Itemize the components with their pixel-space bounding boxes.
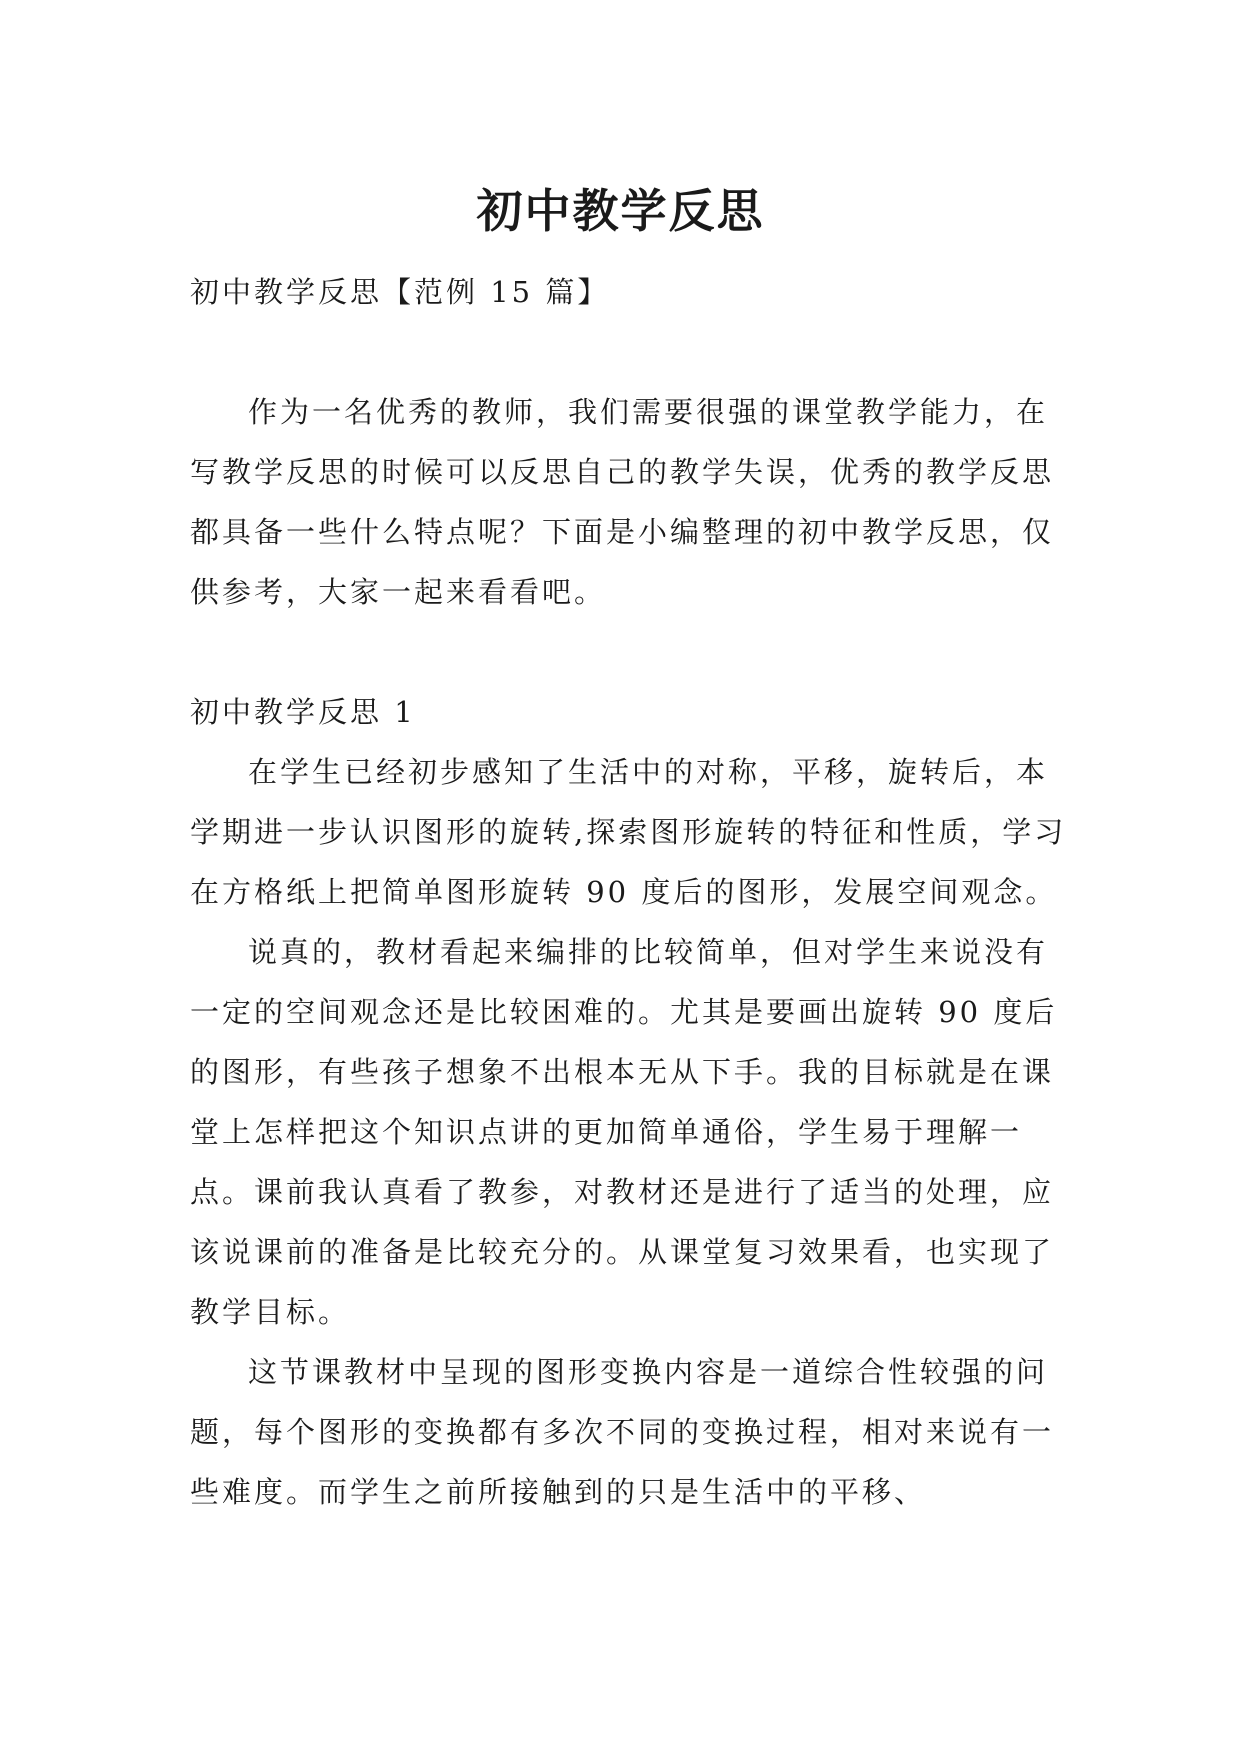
body-paragraph: 这节课教材中呈现的图形变换内容是一道综合性较强的问题，每个图形的变换都有多次不同的变换过程，相对来说有一些难度。而学生之前所接触到的只是生活中的平移、 (190, 1355, 1055, 1509)
body-paragraph: 说真的，教材看起来编排的比较简单，但对学生来说没有一定的空间观念还是比较困难的。尤其是要画出旋转 90 度后的图形，有些孩子想象不出根本无从下手。我的目标就是在课堂上怎样把这个知识点讲的更加简单通俗，学生易于理解一点。课前我认真看了教参，对教材还是进行了适当的处理，应该说课前的准备是比较充分的。从课堂复习效果看，也实现了教学目标。 (190, 935, 1058, 1329)
document-subtitle: 初中教学反思【范例 15 篇】 (190, 275, 610, 309)
section-heading: 初中教学反思 1 (190, 695, 416, 729)
body-paragraph: 在学生已经初步感知了生活中的对称，平移，旋转后，本学期进一步认识图形的旋转,探索图形旋转的特征和性质，学习在方格纸上把简单图形旋转 90 度后的图形，发展空间观念。 (190, 755, 1067, 909)
document-body (190, 262, 1070, 1522)
document-title: 初中教学反思 (476, 183, 765, 238)
intro-paragraph: 作为一名优秀的教师，我们需要很强的课堂教学能力，在写教学反思的时候可以反思自己的教学失误，优秀的教学反思都具备一些什么特点呢？下面是小编整理的初中教学反思，仅供参考，大家一起来看看吧。 (190, 395, 1055, 609)
